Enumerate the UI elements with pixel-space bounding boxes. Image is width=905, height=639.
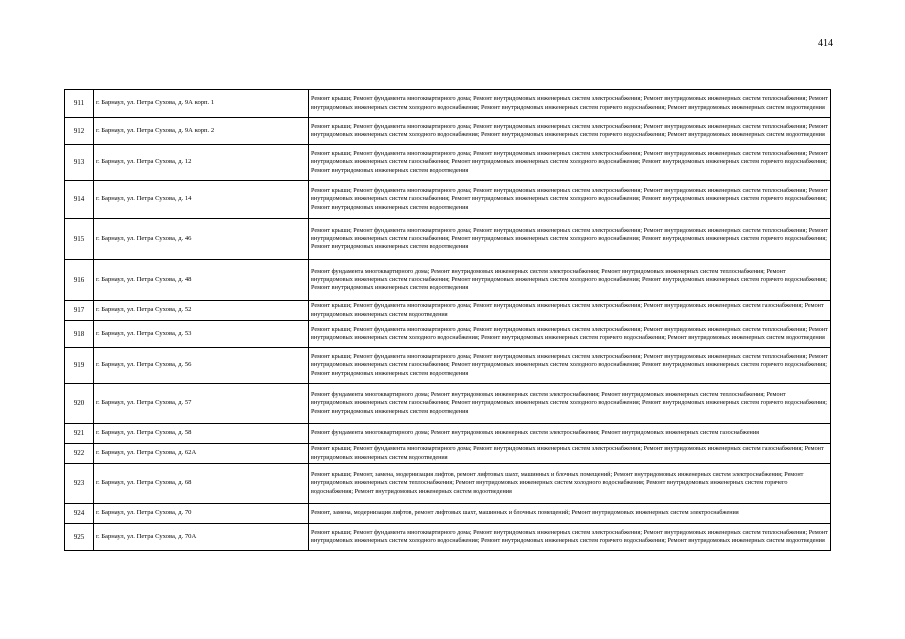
table-row bbox=[65, 260, 831, 301]
row-address: г. Барнаул, ул. Петра Сухова, д. 70 bbox=[94, 504, 309, 524]
table-row bbox=[65, 464, 831, 504]
table-row bbox=[65, 504, 831, 524]
row-number: 913 bbox=[65, 145, 94, 181]
row-address: г. Барнаул, ул. Петра Сухова, д. 70А bbox=[94, 524, 309, 551]
row-number: 925 bbox=[65, 524, 94, 551]
row-number: 917 bbox=[65, 301, 94, 321]
row-works: Ремонт, замена, модернизация лифтов, ремонт лифтовых шахт, машинных и блочных помещений; Ремонт внутридомовых инженерных систем электроснабжения bbox=[309, 504, 831, 524]
table-row bbox=[65, 301, 831, 321]
table-row bbox=[65, 321, 831, 348]
row-address: г. Барнаул, ул. Петра Сухова, д. 68 bbox=[94, 464, 309, 504]
table-row bbox=[65, 90, 831, 118]
row-works: Ремонт фундамента многоквартирного дома; Ремонт внутридомовых инженерных систем электроснабжения; Ремонт внутридомовых инженерных систем теплоснабжения; Ремонт внутридомовых инженерных систем газоснабжения; Ремонт внутридомовых инженерных систем холодного водоснабжения; Ремонт внутридомовых инженерных систем горячего водоснабжения; Ремонт внутридомовых инженерных систем водоотведения bbox=[309, 384, 831, 424]
row-works: Ремонт крыши; Ремонт фундамента многоквартирного дома; Ремонт внутридомовых инженерных систем электроснабжения; Ремонт внутридомовых инженерных систем теплоснабжения; Ремонт внутридомовых инженерных систем холодного водоснабжения; Ремонт внутридомовых инженерных систем горячего водоснабжения; Ремонт внутридомовых инженерных систем водоотведения bbox=[309, 321, 831, 348]
row-works: Ремонт крыши; Ремонт фундамента многоквартирного дома; Ремонт внутридомовых инженерных систем электроснабжения; Ремонт внутридомовых инженерных систем теплоснабжения; Ремонт внутридомовых инженерных систем холодного водоснабжения; Ремонт внутридомовых инженерных систем горячего водоснабжения; Ремонт внутридомовых инженерных систем водоотведения bbox=[309, 90, 831, 118]
row-address: г. Барнаул, ул. Петра Сухова, д. 58 bbox=[94, 424, 309, 444]
row-works: Ремонт фундамента многоквартирного дома; Ремонт внутридомовых инженерных систем электроснабжения; Ремонт внутридомовых инженерных систем теплоснабжения; Ремонт внутридомовых инженерных систем газоснабжения; Ремонт внутридомовых инженерных систем холодного водоснабжения; Ремонт внутридомовых инженерных систем горячего водоснабжения; Ремонт внутридомовых инженерных систем водоотведения bbox=[309, 260, 831, 301]
row-works: Ремонт крыши; Ремонт фундамента многоквартирного дома; Ремонт внутридомовых инженерных систем электроснабжения; Ремонт внутридомовых инженерных систем теплоснабжения; Ремонт внутридомовых инженерных систем газоснабжения; Ремонт внутридомовых инженерных систем холодного водоснабжения; Ремонт внутридомовых инженерных систем горячего водоснабжения; Ремонт внутридомовых инженерных систем водоотведения bbox=[309, 181, 831, 219]
row-number: 920 bbox=[65, 384, 94, 424]
row-address: г. Барнаул, ул. Петра Сухова, д. 56 bbox=[94, 348, 309, 384]
row-number: 916 bbox=[65, 260, 94, 301]
row-address: г. Барнаул, ул. Петра Сухова, д. 48 bbox=[94, 260, 309, 301]
row-works: Ремонт крыши; Ремонт фундамента многоквартирного дома; Ремонт внутридомовых инженерных систем электроснабжения; Ремонт внутридомовых инженерных систем газоснабжения; Ремонт внутридомовых инженерных систем водоотведения bbox=[309, 301, 831, 321]
row-number: 921 bbox=[65, 424, 94, 444]
row-number: 915 bbox=[65, 219, 94, 260]
row-number: 914 bbox=[65, 181, 94, 219]
row-address: г. Барнаул, ул. Петра Сухова, д. 14 bbox=[94, 181, 309, 219]
row-number: 918 bbox=[65, 321, 94, 348]
row-works: Ремонт крыши; Ремонт фундамента многоквартирного дома; Ремонт внутридомовых инженерных систем электроснабжения; Ремонт внутридомовых инженерных систем теплоснабжения; Ремонт внутридомовых инженерных систем газоснабжения; Ремонт внутридомовых инженерных систем холодного водоснабжения; Ремонт внутридомовых инженерных систем горячего водоснабжения; Ремонт внутридомовых инженерных систем водоотведения bbox=[309, 348, 831, 384]
row-address: г. Барнаул, ул. Петра Сухова, д. 53 bbox=[94, 321, 309, 348]
row-works: Ремонт крыши; Ремонт, замена, модернизация лифтов, ремонт лифтовых шахт, машинных и блочных помещений; Ремонт внутридомовых инженерных систем электроснабжения; Ремонт внутридомовых инженерных систем теплоснабжения; Ремонт внутридомовых инженерных систем холодного водоснабжения; Ремонт внутридомовых инженерных систем горячего водоснабжения; Ремонт внутридомовых инженерных систем водоотведения bbox=[309, 464, 831, 504]
works-table bbox=[64, 89, 831, 551]
row-number: 919 bbox=[65, 348, 94, 384]
table-row bbox=[65, 444, 831, 464]
row-address: г. Барнаул, ул. Петра Сухова, д. 9А корп. 1 bbox=[94, 90, 309, 118]
table-row bbox=[65, 145, 831, 181]
table-row bbox=[65, 424, 831, 444]
table-row bbox=[65, 524, 831, 551]
page-number: 414 bbox=[818, 38, 833, 49]
row-address: г. Барнаул, ул. Петра Сухова, д. 52 bbox=[94, 301, 309, 321]
row-works: Ремонт крыши; Ремонт фундамента многоквартирного дома; Ремонт внутридомовых инженерных систем электроснабжения; Ремонт внутридомовых инженерных систем газоснабжения; Ремонт внутридомовых инженерных систем водоотведения bbox=[309, 444, 831, 464]
row-works: Ремонт крыши; Ремонт фундамента многоквартирного дома; Ремонт внутридомовых инженерных систем электроснабжения; Ремонт внутридомовых инженерных систем теплоснабжения; Ремонт внутридомовых инженерных систем газоснабжения; Ремонт внутридомовых инженерных систем холодного водоснабжения; Ремонт внутридомовых инженерных систем горячего водоснабжения; Ремонт внутридомовых инженерных систем водоотведения bbox=[309, 145, 831, 181]
table-row bbox=[65, 384, 831, 424]
row-number: 922 bbox=[65, 444, 94, 464]
row-works: Ремонт крыши; Ремонт фундамента многоквартирного дома; Ремонт внутридомовых инженерных систем электроснабжения; Ремонт внутридомовых инженерных систем теплоснабжения; Ремонт внутридомовых инженерных систем холодного водоснабжения; Ремонт внутридомовых инженерных систем горячего водоснабжения; Ремонт внутридомовых инженерных систем водоотведения bbox=[309, 118, 831, 145]
table-row bbox=[65, 181, 831, 219]
row-address: г. Барнаул, ул. Петра Сухова, д. 9А корп. 2 bbox=[94, 118, 309, 145]
row-number: 912 bbox=[65, 118, 94, 145]
row-address: г. Барнаул, ул. Петра Сухова, д. 46 bbox=[94, 219, 309, 260]
table-row bbox=[65, 219, 831, 260]
row-number: 923 bbox=[65, 464, 94, 504]
works-table-body bbox=[65, 90, 831, 551]
table-row bbox=[65, 118, 831, 145]
row-address: г. Барнаул, ул. Петра Сухова, д. 12 bbox=[94, 145, 309, 181]
row-works: Ремонт крыши; Ремонт фундамента многоквартирного дома; Ремонт внутридомовых инженерных систем электроснабжения; Ремонт внутридомовых инженерных систем теплоснабжения; Ремонт внутридомовых инженерных систем холодного водоснабжения; Ремонт внутридомовых инженерных систем горячего водоснабжения; Ремонт внутридомовых инженерных систем водоотведения bbox=[309, 524, 831, 551]
row-works: Ремонт крыши; Ремонт фундамента многоквартирного дома; Ремонт внутридомовых инженерных систем электроснабжения; Ремонт внутридомовых инженерных систем теплоснабжения; Ремонт внутридомовых инженерных систем газоснабжения; Ремонт внутридомовых инженерных систем холодного водоснабжения; Ремонт внутридомовых инженерных систем горячего водоснабжения; Ремонт внутридомовых инженерных систем водоотведения bbox=[309, 219, 831, 260]
row-number: 911 bbox=[65, 90, 94, 118]
row-number: 924 bbox=[65, 504, 94, 524]
row-address: г. Барнаул, ул. Петра Сухова, д. 57 bbox=[94, 384, 309, 424]
row-works: Ремонт фундамента многоквартирного дома; Ремонт внутридомовых инженерных систем электроснабжения; Ремонт внутридомовых инженерных систем газоснабжения bbox=[309, 424, 831, 444]
row-address: г. Барнаул, ул. Петра Сухова, д. 62А bbox=[94, 444, 309, 464]
table-row bbox=[65, 348, 831, 384]
